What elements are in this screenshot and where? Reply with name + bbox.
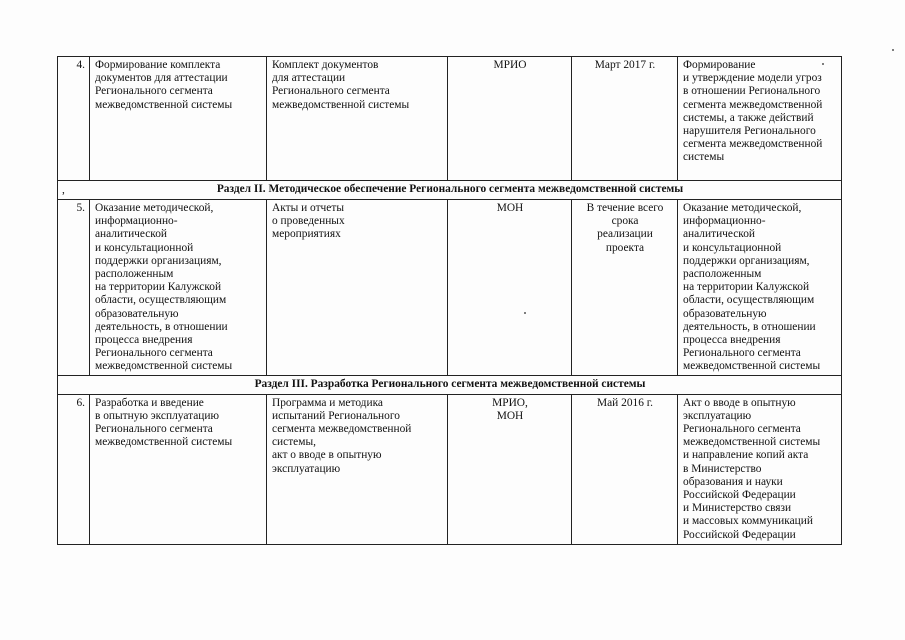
scan-speck <box>822 63 824 65</box>
table-row <box>58 200 842 376</box>
result-cell <box>267 200 448 376</box>
task-cell <box>90 394 267 544</box>
task-text: Формирование комплекта документов для аттестации Регионального сегмента межведомственной системы <box>95 59 233 111</box>
plan-table <box>57 56 842 545</box>
term-cell <box>572 57 678 181</box>
row-number: 5. <box>58 200 90 376</box>
section-row <box>58 181 842 200</box>
row-number: 6. <box>58 394 90 544</box>
executor-cell <box>448 200 572 376</box>
executor-text: МРИО, МОН <box>492 396 528 422</box>
section-title: Раздел III. Разработка Регионального сегмента межведомственной системы <box>254 377 646 390</box>
task-text: Разработка и введение в опытную эксплуатацию Регионального сегмента межведомственной системы <box>95 396 233 449</box>
result-cell <box>267 394 448 544</box>
outcome-cell <box>678 200 842 376</box>
section-title: Раздел II. Методическое обеспечение Регионального сегмента межведомственной системы <box>216 183 684 195</box>
scan-speck <box>892 49 894 51</box>
task-cell <box>90 57 267 181</box>
term-text: В течение всего срока реализации проекта <box>586 202 664 254</box>
executor-cell <box>448 57 572 181</box>
result-text: Комплект документов для аттестации Регионального сегмента межведомственной системы <box>272 59 410 111</box>
result-cell <box>267 57 448 181</box>
term-cell <box>572 394 678 544</box>
row-number: 4. <box>58 57 90 181</box>
executor-text: МОН <box>496 202 524 214</box>
result-text: Программа и методика испытаний Регионального сегмента межведомственной системы, акт о вводе в опытную эксплуатацию <box>272 396 412 475</box>
task-cell <box>90 200 267 376</box>
table-row <box>58 57 842 181</box>
table-row <box>58 394 842 544</box>
outcome-cell <box>678 57 842 181</box>
section-heading-2 <box>58 181 842 200</box>
outcome-text: Формирование и утверждение модели угроз в отношении Регионального сегмента межведомственной системы, а также действий нарушителя Регионального сегмента межведомственной системы <box>683 59 823 164</box>
term-text: Март 2017 г. <box>594 59 656 71</box>
executor-cell <box>448 394 572 544</box>
scan-speck <box>524 312 526 314</box>
outcome-text: Оказание методической, информационно- аналитической и консультационной поддержки организациям, расположенным на территории Калужской области, осуществляющим образовательную деятельность, в отношении процесса внедрения Регионального сегмента межведомственной системы <box>683 202 821 373</box>
outcome-text: Акт о вводе в опытную эксплуатацию Регионального сегмента межведомственной системы и направление копий акта в Министерство образования и науки Российской Федерации и Министерство связи и массовых коммуникаций Российской Федерации <box>683 396 821 541</box>
section-mark: , <box>62 184 65 196</box>
term-cell <box>572 200 678 376</box>
executor-text: МРИО <box>493 59 527 71</box>
outcome-cell <box>678 394 842 544</box>
result-text: Акты и отчеты о проведенных мероприятиях <box>272 202 345 241</box>
term-text: Май 2016 г. <box>597 396 653 409</box>
section-row <box>58 375 842 394</box>
task-text: Оказание методической, информационно- аналитической и консультационной поддержки организациям, расположенным на территории Калужской области, осуществляющим образовательную деятельность, в отношении процесса внедрения Регионального сегмента межведомственной системы <box>95 202 233 373</box>
section-heading-3 <box>58 375 842 394</box>
